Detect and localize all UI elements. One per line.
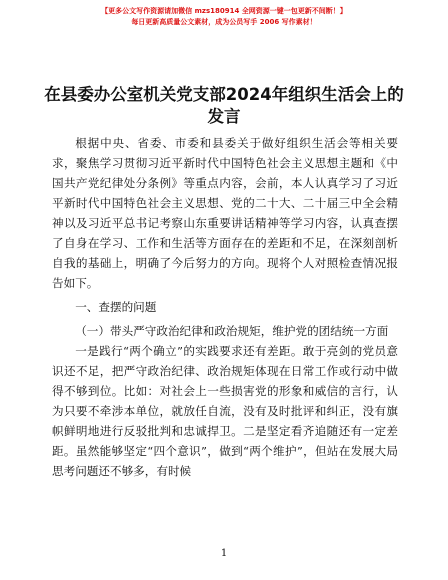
subsection-heading: （一）带头严守政治纪律和政治规矩，维护党的团结统一方面 bbox=[75, 324, 389, 338]
promo-banner-line-1: 【更多公文写作资源请加微信 mzs180914 全网资源一键一包更新不间断！】 bbox=[101, 7, 347, 15]
document-title: 在县委办公室机关党支部2024年组织生活会上的发言 bbox=[44, 85, 404, 126]
section-heading: 一、查摆的问题 bbox=[75, 300, 157, 314]
body-paragraph: 一是践行“两个确立”的实践要求还有差距。敢于亮剑的党员意识还不足，把严守政治纪律、政治规矩体现在日常工作或行动中做得不够到位。比如：对社会上一些损害党的形象和威信的言行，认为只要不牵涉本单位，就放任自流，没有及时批评和纠正，没有旗帜鲜明地进行反驳批判和忠诚捍卫。二是坚定看齐追随还有一定差距。虽然能够坚定“四个意识”，做到“两个维护”，但站在发展大局思考问题还不够多，有时候 bbox=[52, 344, 398, 478]
promo-banner-line-2: 每日更新高质量公文素材，成为公员写手 2006 写作素材！ bbox=[131, 18, 317, 26]
page-number: 1 bbox=[220, 548, 228, 559]
intro-paragraph: 根据中央、省委、市委和县委关于做好组织生活会等相关要求，聚焦学习贯彻习近平新时代中国特色社会主义思想主题和《中国共产党纪律处分条例》等重点内容，会前，本人认真学习了习近平新时代中国特色社会主义思想、党的二十大、二十届三中全会精神以及习近平总书记考察山东重要讲话精神等学习内容，认真查摆了自身在学习、工作和生活等方面存在的差距和不足，在深刻剖析自我的基础上，明确了今后努力的方向。现将个人对照检查情况报告如下。 bbox=[52, 136, 398, 290]
promo-banner bbox=[0, 6, 448, 28]
document-body bbox=[52, 133, 398, 481]
